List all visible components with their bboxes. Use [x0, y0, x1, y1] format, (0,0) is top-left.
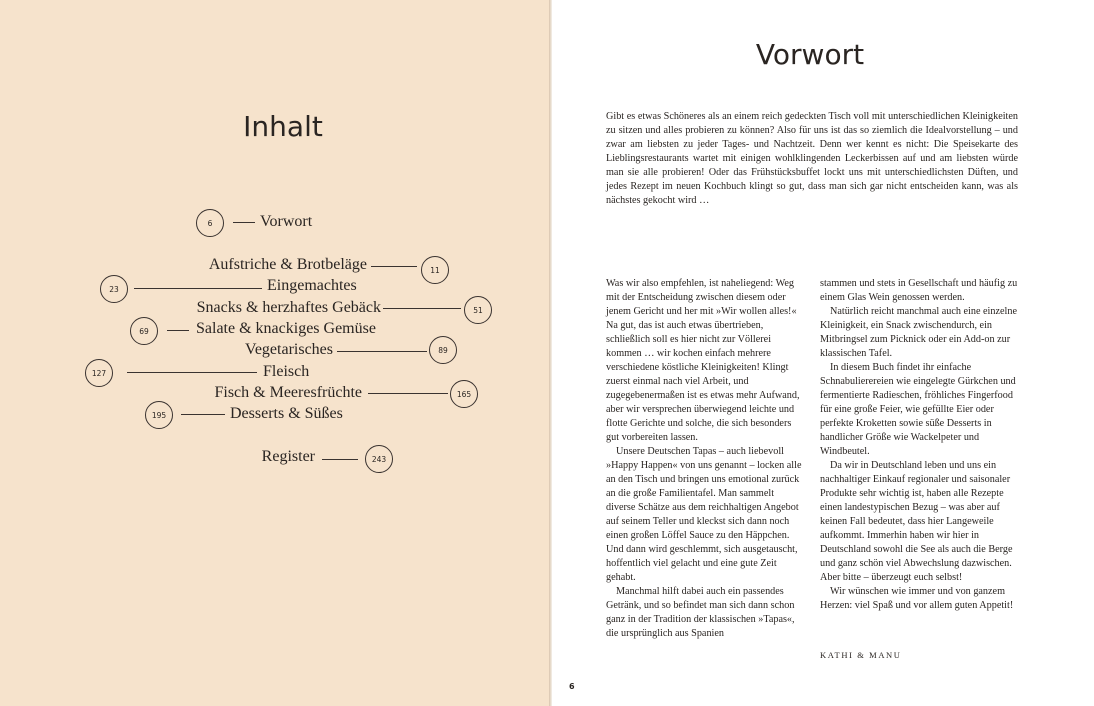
toc-page-circle-desserts[interactable]: 195 [145, 401, 173, 429]
foreword-signature: KATHI & MANU [820, 650, 902, 660]
toc-entry-fisch[interactable]: Fisch & Meeresfrüchte [214, 384, 362, 401]
toc-leader-line [233, 222, 255, 223]
toc-page-circle-snacks[interactable]: 51 [464, 296, 492, 324]
toc-leader-line [371, 266, 417, 267]
toc-page-circle-vegetarisches[interactable]: 89 [429, 336, 457, 364]
toc-leader-line [167, 330, 189, 331]
toc-page-circle-salate[interactable]: 69 [130, 317, 158, 345]
foreword-title: Vorwort [755, 38, 865, 71]
toc-page-circle-eingemachtes[interactable]: 23 [100, 275, 128, 303]
foreword-column-left [606, 277, 804, 641]
foreword-paragraph: Was wir also empfehlen, ist naheliegend: Weg mit der Entscheidung zwischen diesem oder jenem Gericht und her mit »Wir wollen alles!« Na gut, das ist auch etwas übertrieben, schließlich soll es hier nicht zur Völlerei kommen … wir kochen einfach mehrere verschiedene köstliche Kleinigkeiten! Klingt zuerst einmal nach viel Arbeit, und zugegebenermaßen ist es etwas mehr Aufwand, aber wir versprechen überwiegend leichte und flotte Gerichte und solche, die sich besonders gut vorbereiten lassen. [606, 278, 800, 443]
toc-page-circle-register[interactable]: 243 [365, 445, 393, 473]
toc-page-circle-fleisch[interactable]: 127 [85, 359, 113, 387]
foreword-intro: Gibt es etwas Schöneres als an einem reich gedeckten Tisch voll mit unterschiedlichen Kleinigkeiten zu sitzen und alles probieren zu können? Also für uns ist das so ziemlich die Idealvorstellung – und zwar am liebsten zu jeder Tages- und Nachtzeit. Denn wer kennt es nicht: Die Speisekarte des Lieblingsrestaurants wartet mit einigen wohlklingenden Leckerbissen auf und am liebsten würde man sie alle probieren! Oder das Frühstücksbuffet lockt uns mit unterschiedlichsten Düften, und jedes Rezept im neuen Kochbuch klingt so gut, dass man sich gar nicht entscheiden kann, was als nächstes gekocht wird … [606, 111, 1018, 206]
toc-entry-vegetarisches[interactable]: Vegetarisches [245, 341, 333, 358]
foreword-paragraph: Wir wünschen wie immer und von ganzem Herzen: viel Spaß und vor allem guten Appetit! [820, 586, 1014, 611]
toc-entry-snacks[interactable]: Snacks & herzhaftes Gebäck [196, 299, 381, 316]
foreword-paragraph: stammen und stets in Gesellschaft und häufig zu einem Glas Wein genossen werden. [820, 278, 1018, 303]
toc-page-circle-fisch[interactable]: 165 [450, 380, 478, 408]
toc-leader-line [181, 414, 225, 415]
foreword-column-right [820, 277, 1018, 613]
toc-leader-line [134, 288, 262, 289]
foreword-paragraph: Manchmal hilft dabei auch ein passendes Getränk, und so befindet man sich dann schon ganz in der Tradition der klassischen »Tapas«, die ursprünglich aus Spanien [606, 586, 795, 639]
toc-page-circle-vorwort[interactable]: 6 [196, 209, 224, 237]
toc-leader-line [368, 393, 448, 394]
foreword-paragraph: Da wir in Deutschland leben und uns ein nachhaltiger Einkauf regionaler und saisonaler Produkte sehr wichtig ist, haben alle Rezepte einen landestypischen Bezug – was aber auf keinen Fall bedeutet, dass hier Langeweile aufkommt. Immerhin haben wir hier in Deutschland sowohl die See als auch die Berge und ganz schön viel Abwechslung dazwischen. Aber bitte – überzeugt euch selbst! [820, 460, 1013, 583]
toc-entry-aufstriche[interactable]: Aufstriche & Brotbeläge [208, 256, 367, 273]
foreword-paragraph: Unsere Deutschen Tapas – auch liebevoll »Happy Happen« von uns genannt – locken alle an den Tisch und bringen uns emotional zurück an die große Familientafel. Man sammelt diverse Schätze aus dem reichhaltigen Angebot auf seinem Teller und kleckst sich dann noch einen großen Löffel Sauce zu den Häppchen. Und dann wird geschlemmt, sich ausgetauscht, hoffentlich viel gelacht und eine gute Zeit gehabt. [606, 446, 802, 583]
toc-entry-fleisch[interactable]: Fleisch [263, 363, 310, 380]
toc-leader-line [337, 351, 427, 352]
toc-leader-line [127, 372, 257, 373]
page-number: 6 [569, 682, 575, 691]
toc-page-circle-aufstriche[interactable]: 11 [421, 256, 449, 284]
toc-leader-line [322, 459, 358, 460]
toc-entry-desserts[interactable]: Desserts & Süßes [230, 405, 343, 422]
toc-entry-salate[interactable]: Salate & knackiges Gemüse [196, 320, 376, 337]
foreword-paragraph: In diesem Buch findet ihr einfache Schnabulierereien wie eingelegte Gürkchen und fermentierte Radieschen, fröhliches Fingerfood für eine große Feier, wie gefüllte Eier oder perfekte Kroketten sowie süße Desserts in handlicher Größe wie Wackelpeter und Windbeutel. [820, 362, 1016, 457]
foreword-paragraph: Natürlich reicht manchmal auch eine einzelne Kleinigkeit, ein Snack zwischendurch, ein Mitbringsel zum Picknick oder ein Add-on zur klassischen Tafel. [820, 306, 1017, 359]
toc-title: Inhalt [243, 110, 323, 143]
toc-entry-vorwort[interactable]: Vorwort [260, 213, 313, 230]
toc-leader-line [383, 308, 461, 309]
toc-entry-eingemachtes[interactable]: Eingemachtes [267, 277, 357, 294]
toc-entry-register[interactable]: Register [261, 448, 315, 465]
